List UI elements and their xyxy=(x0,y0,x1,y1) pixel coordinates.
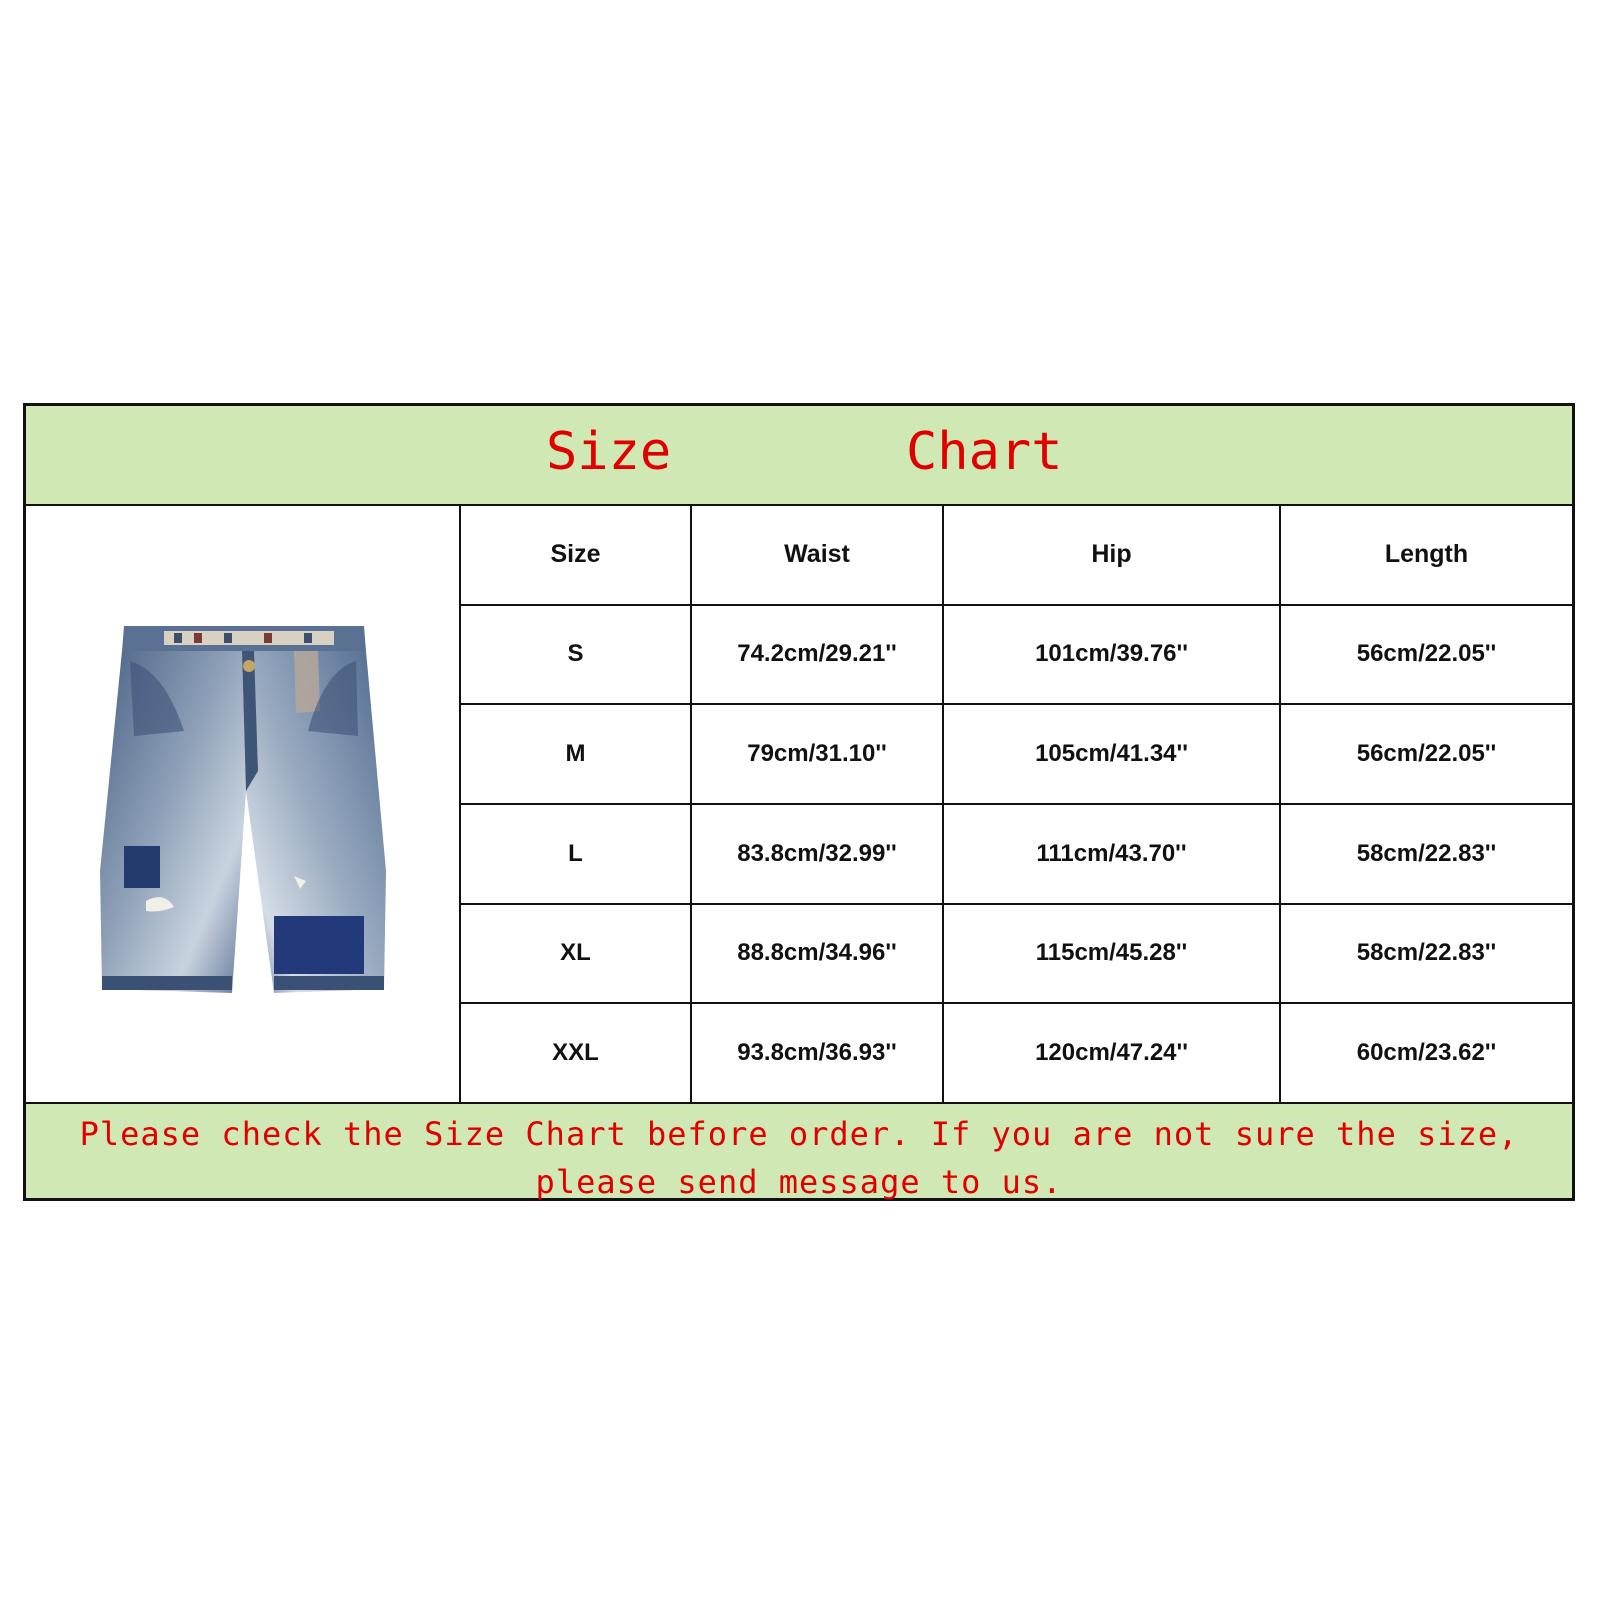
cell-hip: 115cm/45.28'' xyxy=(943,904,1280,1004)
footer-band xyxy=(26,1102,1572,1201)
product-photo-cell xyxy=(26,506,461,1102)
cell-length: 56cm/22.05'' xyxy=(1280,704,1572,804)
cell-length: 60cm/23.62'' xyxy=(1280,1003,1572,1102)
cell-waist: 74.2cm/29.21'' xyxy=(691,605,943,705)
cell-waist: 93.8cm/36.93'' xyxy=(691,1003,943,1102)
cell-hip: 101cm/39.76'' xyxy=(943,605,1280,705)
table-row xyxy=(461,605,1572,705)
cell-waist: 79cm/31.10'' xyxy=(691,704,943,804)
cell-size: XXL xyxy=(461,1003,691,1102)
cell-hip: 120cm/47.24'' xyxy=(943,1003,1280,1102)
table-row xyxy=(461,704,1572,804)
footer-note-line-1: Please check the Size Chart before order. If you are not sure the size, xyxy=(79,1115,1519,1153)
title-size-word: Size xyxy=(546,422,672,482)
cell-waist: 83.8cm/32.99'' xyxy=(691,804,943,904)
denim-shorts-icon xyxy=(94,621,390,1001)
cell-length: 58cm/22.83'' xyxy=(1280,904,1572,1004)
header-length: Length xyxy=(1280,506,1572,605)
cell-size: M xyxy=(461,704,691,804)
table-row xyxy=(461,1003,1572,1102)
header-waist: Waist xyxy=(691,506,943,605)
cell-hip: 111cm/43.70'' xyxy=(943,804,1280,904)
title-band xyxy=(26,406,1572,506)
cell-length: 58cm/22.83'' xyxy=(1280,804,1572,904)
table-row xyxy=(461,804,1572,904)
table-row xyxy=(461,904,1572,1004)
footer-note-line-2: please send message to us. xyxy=(535,1163,1063,1201)
cell-length: 56cm/22.05'' xyxy=(1280,605,1572,705)
header-hip: Hip xyxy=(943,506,1280,605)
title-chart-word: Chart xyxy=(906,422,1063,482)
size-chart xyxy=(23,403,1575,1201)
cell-waist: 88.8cm/34.96'' xyxy=(691,904,943,1004)
table-header-row xyxy=(461,506,1572,605)
size-table xyxy=(461,506,1572,1102)
cell-size: XL xyxy=(461,904,691,1004)
header-size: Size xyxy=(461,506,691,605)
cell-hip: 105cm/41.34'' xyxy=(943,704,1280,804)
cell-size: S xyxy=(461,605,691,705)
cell-size: L xyxy=(461,804,691,904)
